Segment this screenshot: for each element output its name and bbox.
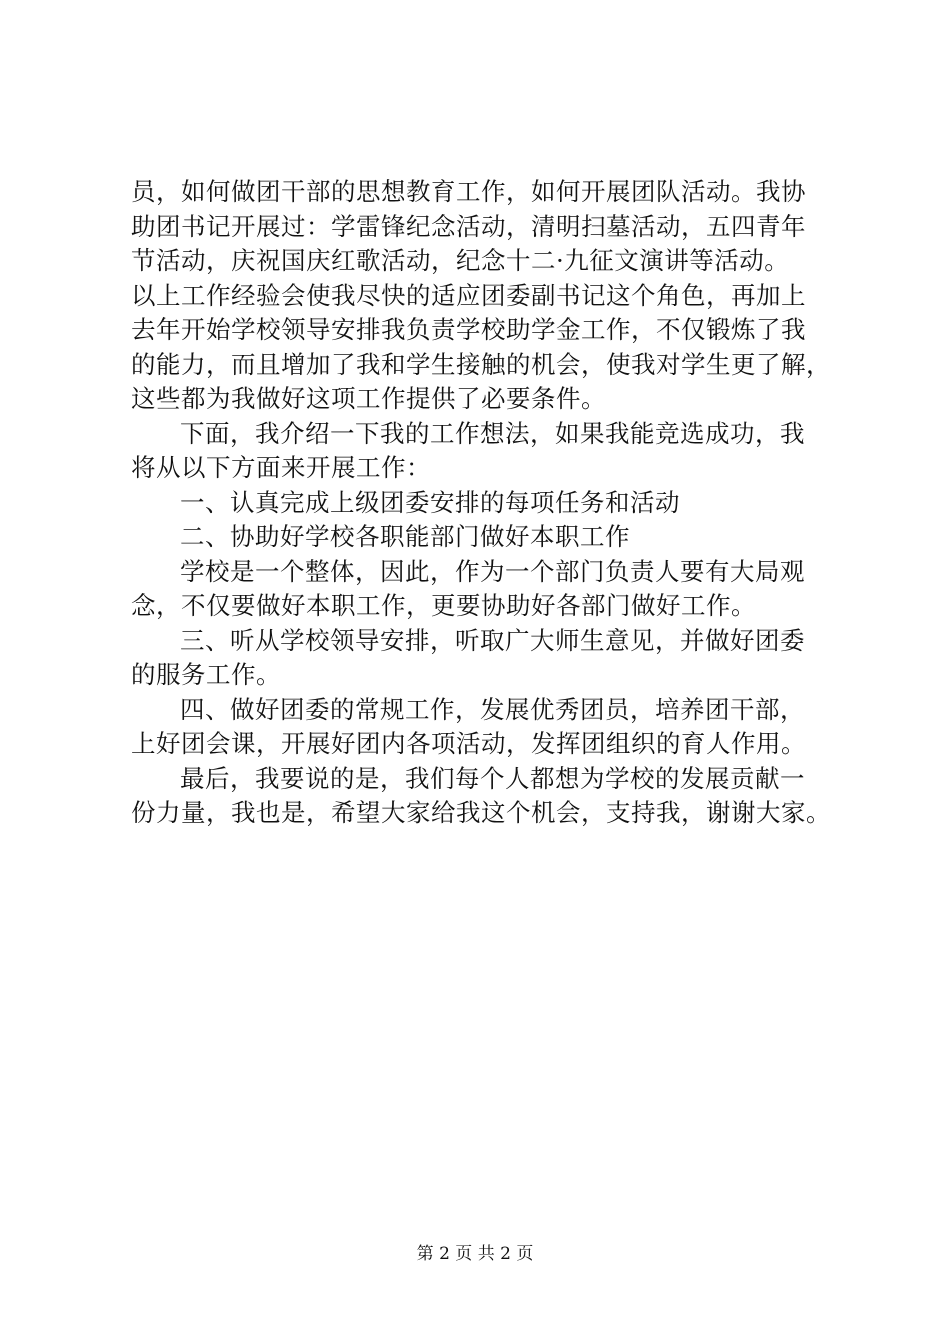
text-line: 二、协助好学校各职能部门做好本职工作 [180,522,630,551]
text-line: 以上工作经验会使我尽快的适应团委副书记这个角色，再加上 [131,280,806,310]
text-line: 上好团会课，开展好团内各项活动，发挥团组织的育人作用。 [131,729,806,758]
text-line: 将从以下方面来开展工作： [131,453,431,482]
text-line: 份力量，我也是，希望大家给我这个机会，支持我，谢谢大家。 [131,798,831,827]
document-body [131,175,833,831]
text-line: 这些都为我做好这项工作提供了必要条件。 [131,384,606,413]
text-line: 节活动，庆祝国庆红歌活动，纪念十二·九征文演讲等活动。 [131,246,790,275]
text-line: 的服务工作。 [131,660,281,689]
text-line: 学校是一个整体，因此，作为一个部门负责人要有大局观 [180,556,805,586]
text-line: 四、做好团委的常规工作，发展优秀团员，培养团干部， [180,694,805,724]
text-line: 一、认真完成上级团委安排的每项任务和活动 [180,487,680,517]
text-line: 念，不仅要做好本职工作，更要协助好各部门做好工作。 [131,591,756,620]
text-line: 下面，我介绍一下我的工作想法，如果我能竞选成功，我 [180,418,805,448]
text-line: 最后，我要说的是，我们每个人都想为学校的发展贡献一 [180,763,805,793]
text-line: 的能力，而且增加了我和学生接触的机会，使我对学生更了解， [131,349,831,379]
text-line: 助团书记开展过：学雷锋纪念活动，清明扫墓活动，五四青年 [131,211,806,241]
text-line: 去年开始学校领导安排我负责学校助学金工作，不仅锻炼了我 [131,315,806,344]
text-line: 员，如何做团干部的思想教育工作，如何开展团队活动。我协 [131,177,806,206]
page-number-footer: 第 2 页 共 2 页 [416,1244,534,1264]
text-line: 三、听从学校领导安排，听取广大师生意见，并做好团委 [180,625,805,655]
